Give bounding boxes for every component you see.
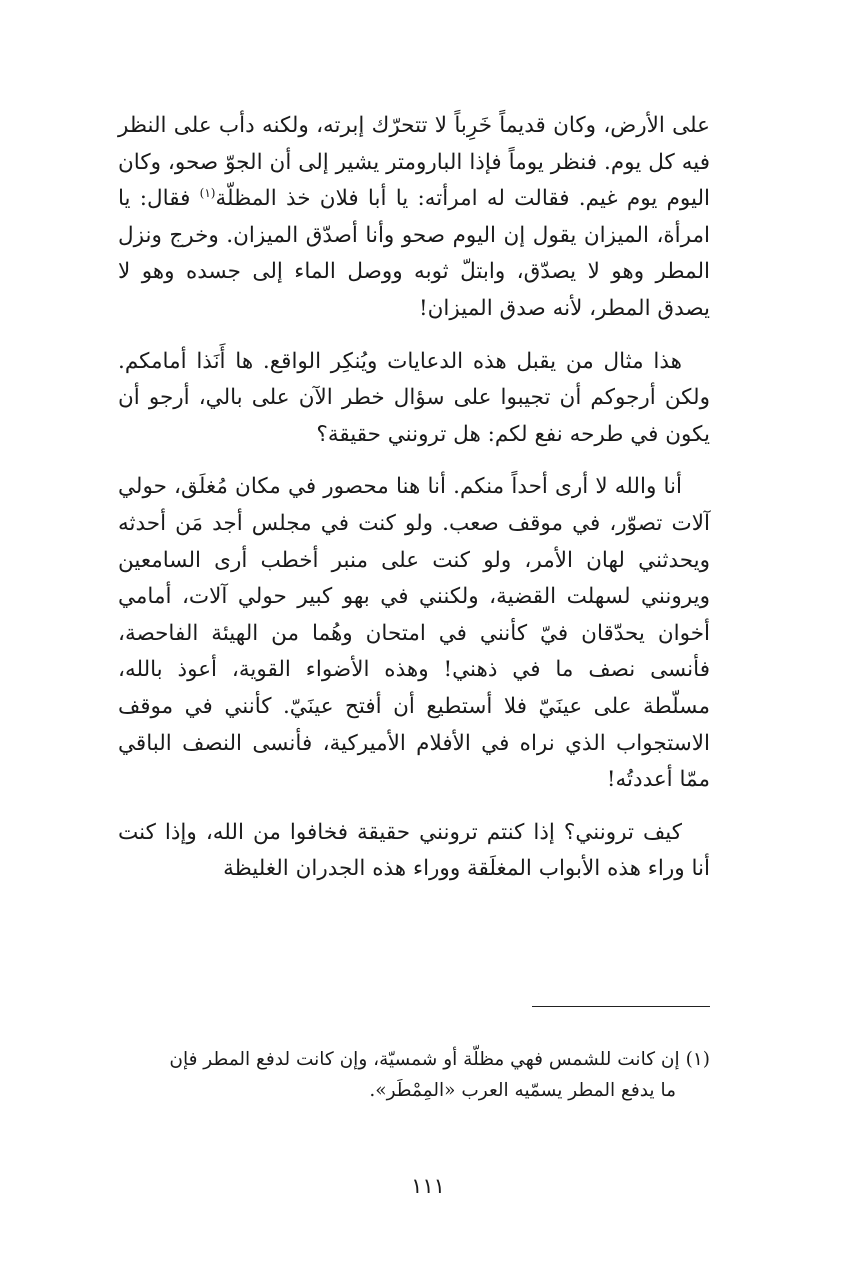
footnote-marker: (١) xyxy=(199,186,216,201)
footnote-number: (١) xyxy=(685,1049,710,1070)
paragraph-1 xyxy=(118,108,710,328)
footnote-line-2: ما يدفع المطر يسمّيه العرب «المِمْطَر». xyxy=(369,1080,676,1101)
footnote-separator xyxy=(532,1006,710,1007)
paragraph-4: كيف ترونني؟ إذا كنتم ترونني حقيقة فخافوا من الله، وإذا كنت أنا وراء هذه الأبواب المغلَقة ووراء هذه الجدران الغليظة xyxy=(118,819,710,882)
footnote-line-1: إن كانت للشمس فهي مظلّة أو شمسيّة، وإن كانت لدفع المطر فإن xyxy=(169,1049,680,1070)
page-number: ١١١ xyxy=(411,1174,445,1198)
footnote-item xyxy=(118,1044,710,1106)
footnotes-section xyxy=(118,1044,710,1106)
main-text xyxy=(118,108,710,904)
paragraph-2: هذا مثال من يقبل هذه الدعايات ويُنكِر الواقع. ها أَنَذا أمامكم. ولكن أرجوكم أن تجيبوا على سؤال خطر الآن على بالي، أرجو أن يكون في طرحه نفع لكم: هل ترونني حقيقة؟ xyxy=(118,348,710,447)
paragraph-1-continuation: فقال: يا امرأة، الميزان يقول إن اليوم صحو وأنا أصدّق الميزان. وخرج ونزل المطر وهو لا يصدّق، وابتلّ ثوبه ووصل الماء إلى جسده وهو لا يصدق المطر، لأنه صدق الميزان! xyxy=(118,186,710,321)
paragraph-3: أنا والله لا أرى أحداً منكم. أنا هنا محصور في مكان مُغلَق، حولي آلات تصوّر، في موقف صعب. ولو كنت في مجلس أجد مَن أحدثه ويحدثني لهان الأمر، ولو كنت على منبر أخطب أرى السامعين ويرونني لسهلت القضية، ولكنني في بهو كبير حولي آلات، أمامي أخوان يحدّقان فيّ كأنني في امتحان وهُما من الهيئة الفاحصة، فأنسى نصف ما في ذهني! وهذه الأضواء القوية، أعوذ بالله، مسلّطة على عينَيّ فلا أستطيع أن أفتح عينَيّ. كأنني في موقف الاستجواب الذي نراه في الأفلام الأميركية، فأنسى النصف الباقي ممّا أعددتُه! xyxy=(118,474,710,793)
paragraph-1-text: على الأرض، وكان قديماً خَرِباً لا تتحرّك إبرته، ولكنه دأب على النظر فيه كل يوم. فنظر يوماً فإذا البارومتر يشير إلى أن الجوّ صحو، وكان اليوم يوم غيم. فقالت له امرأته: يا أبا فلان خذ المظلّة xyxy=(118,113,710,212)
